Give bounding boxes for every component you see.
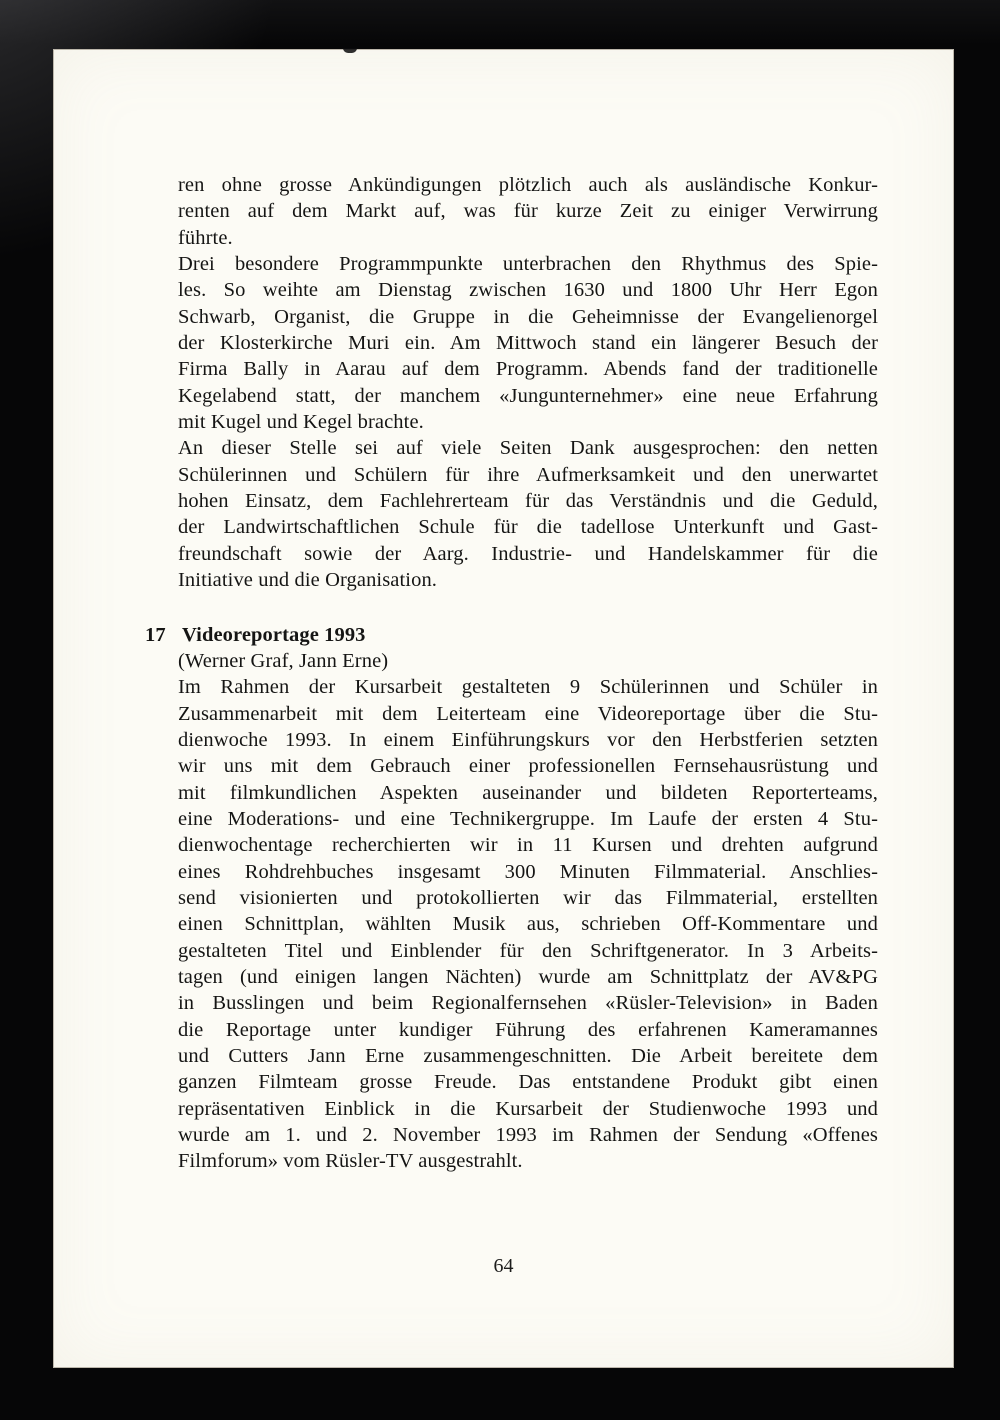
text-line: führte.: [178, 226, 233, 249]
section-number: 17: [145, 623, 166, 646]
video-report-paragraph: [178, 674, 878, 1175]
program-highlights-paragraph: [178, 251, 878, 435]
text-line: ren ohne grosse Ankündigungen plötzlich auch als ausländische Konkur-: [178, 174, 878, 196]
text-line: Firma Bally in Aarau auf dem Programm. Abends fand der traditionelle: [178, 358, 878, 381]
text-line: ganzen Filmteam grosse Freude. Das entstandene Produkt gibt einen: [178, 1071, 878, 1094]
text-line: und Cutters Jann Erne zusammengeschnitten. Die Arbeit bereitete dem: [178, 1045, 878, 1067]
text-line: Filmforum» vom Rüsler-TV ausgestrahlt.: [178, 1150, 523, 1173]
text-line: in Busslingen und beim Regionalfernsehen «Rüsler-Television» in Baden: [178, 992, 878, 1015]
page-edge-notch-artifact: [343, 48, 357, 53]
text-column: [145, 172, 878, 1175]
page-number: 64: [493, 1255, 514, 1277]
text-line: wir uns mit dem Gebrauch einer professionellen Fernsehausrüstung und: [178, 755, 878, 778]
text-line: Schülerinnen und Schülern für ihre Aufmerksamkeit und den unerwartet: [178, 463, 878, 486]
text-line: send visionierten und protokollierten wir das Filmmaterial, erstellten: [178, 886, 878, 909]
text-line: gestalteten Titel und Einblender für den Schriftgenerator. In 3 Arbeits-: [178, 939, 878, 962]
text-line: Initiative und die Organisation.: [178, 569, 438, 592]
text-line: tagen (und einigen langen Nächten) wurde am Schnittplatz der AV&PG: [178, 965, 878, 988]
text-line: renten auf dem Markt auf, was für kurze Zeit zu einiger Verwirrung: [178, 200, 878, 223]
text-line: mit filmkundlichen Aspekten auseinander und bildeten Reporterteams,: [178, 781, 878, 804]
text-line: Zusammenarbeit mit dem Leiterteam eine Videoreportage über die Stu-: [178, 702, 878, 725]
section-heading: [145, 622, 878, 648]
text-line: eines Rohdrehbuches insgesamt 300 Minuten Filmmaterial. Anschlies-: [178, 860, 878, 883]
text-line: eine Moderations- und eine Technikergruppe. Im Laufe der ersten 4 Stu-: [178, 807, 878, 830]
continuation-paragraph: [178, 172, 878, 251]
book-page: [53, 49, 954, 1368]
text-line: einen Schnittplan, wählten Musik aus, schrieben Off-Kommentare und: [178, 913, 878, 936]
authors-line: (Werner Graf, Jann Erne): [178, 649, 389, 672]
text-line: les. So weihte am Dienstag zwischen 1630 und 1800 Uhr Herr Egon: [178, 279, 878, 302]
text-line: der Klosterkirche Muri ein. Am Mittwoch stand ein längerer Besuch der: [178, 332, 878, 355]
text-line: Schwarb, Organist, die Gruppe in die Geheimnisse der Evangelienorgel: [178, 305, 878, 328]
text-line: wurde am 1. und 2. November 1993 im Rahmen der Sendung «Offenes: [178, 1124, 878, 1147]
section-title: Videoreportage 1993: [182, 623, 366, 646]
text-line: dienwochentage recherchierten wir in 11 Kursen und drehten aufgrund: [178, 834, 878, 857]
text-line: An dieser Stelle sei auf viele Seiten Dank ausgesprochen: den netten: [178, 437, 878, 460]
text-line: Im Rahmen der Kursarbeit gestalteten 9 Schülerinnen und Schüler in: [178, 676, 878, 699]
text-line: freundschaft sowie der Aarg. Industrie- und Handelskammer für die: [178, 542, 878, 565]
text-line: hohen Einsatz, dem Fachlehrerteam für das Verständnis und die Geduld,: [178, 490, 878, 513]
text-line: repräsentativen Einblick in die Kursarbeit der Studienwoche 1993 und: [178, 1097, 878, 1120]
text-line: Drei besondere Programmpunkte unterbrachen den Rhythmus des Spie-: [178, 253, 878, 276]
thanks-paragraph: [178, 435, 878, 593]
text-line: mit Kugel und Kegel brachte.: [178, 411, 424, 434]
text-line: der Landwirtschaftlichen Schule für die tadellose Unterkunft und Gast-: [178, 516, 878, 539]
text-line: die Reportage unter kundiger Führung des erfahrenen Kameramannes: [178, 1018, 878, 1041]
text-line: Kegelabend statt, der manchem «Jungunternehmer» eine neue Erfahrung: [178, 384, 878, 407]
text-line: dienwoche 1993. In einem Einführungskurs vor den Herbstferien setzten: [178, 728, 878, 751]
